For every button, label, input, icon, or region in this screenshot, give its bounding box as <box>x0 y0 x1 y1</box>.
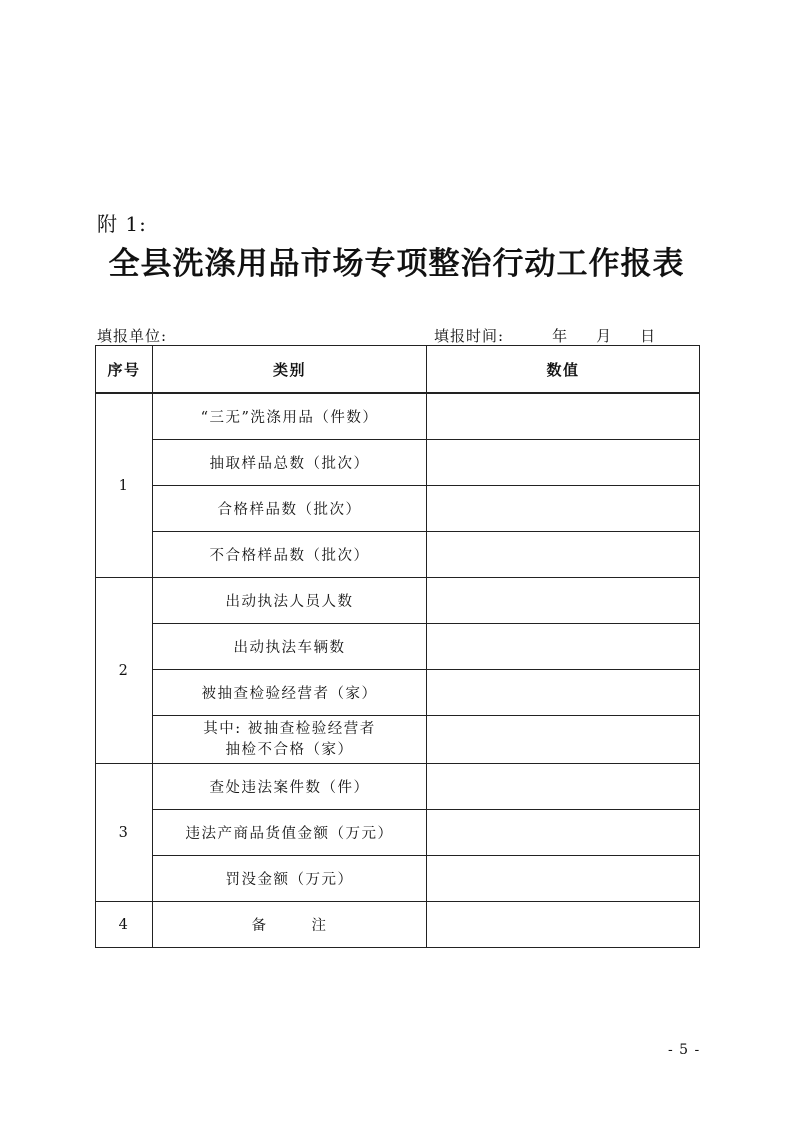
reporting-time <box>434 325 656 346</box>
seq-cell: 3 <box>96 764 153 902</box>
reporting-time-label: 填报时间: <box>434 327 505 345</box>
report-table <box>95 345 700 948</box>
category-cell: “三无”洗涤用品（件数） <box>153 393 427 440</box>
header-seq: 序号 <box>96 346 153 394</box>
seq-cell: 4 <box>96 902 153 948</box>
value-cell[interactable] <box>427 810 700 856</box>
header-value: 数值 <box>427 346 700 394</box>
remark-value-cell[interactable] <box>427 902 700 948</box>
value-cell[interactable] <box>427 532 700 578</box>
reporting-unit-label: 填报单位: <box>97 327 168 345</box>
table-row <box>96 764 700 810</box>
day-label: 日 <box>640 327 657 345</box>
table-row <box>96 532 700 578</box>
value-cell[interactable] <box>427 670 700 716</box>
value-cell[interactable] <box>427 578 700 624</box>
table-row <box>96 624 700 670</box>
category-cell: 违法产商品货值金额（万元） <box>153 810 427 856</box>
year-label: 年 <box>552 327 569 345</box>
table-row <box>96 440 700 486</box>
remark-label-left: 备 <box>251 918 268 934</box>
category-cell: 查处违法案件数（件） <box>153 764 427 810</box>
value-cell[interactable] <box>427 856 700 902</box>
table-row <box>96 578 700 624</box>
remark-cell <box>153 902 427 948</box>
attachment-label: 附 1: <box>97 212 147 236</box>
table-row <box>96 716 700 764</box>
value-cell[interactable] <box>427 764 700 810</box>
value-cell[interactable] <box>427 486 700 532</box>
category-cell: 罚没金额（万元） <box>153 856 427 902</box>
table-row <box>96 393 700 440</box>
value-cell[interactable] <box>427 624 700 670</box>
category-cell: 出动执法车辆数 <box>153 624 427 670</box>
category-cell: 不合格样品数（批次） <box>153 532 427 578</box>
table-row <box>96 902 700 948</box>
category-line-2: 抽检不合格（家） <box>225 741 354 758</box>
table-header-row <box>96 346 700 394</box>
page-number: - 5 - <box>668 1042 701 1058</box>
category-cell: 抽取样品总数（批次） <box>153 440 427 486</box>
category-cell-multiline <box>153 716 427 764</box>
header-category: 类别 <box>153 346 427 394</box>
page-title: 全县洗涤用品市场专项整治行动工作报表 <box>108 246 685 282</box>
seq-cell: 2 <box>96 578 153 764</box>
category-cell: 出动执法人员人数 <box>153 578 427 624</box>
value-cell[interactable] <box>427 393 700 440</box>
value-cell[interactable] <box>427 440 700 486</box>
value-cell[interactable] <box>427 716 700 764</box>
remark-label-right: 注 <box>311 918 328 934</box>
table-row <box>96 486 700 532</box>
seq-cell: 1 <box>96 393 153 578</box>
category-cell: 合格样品数（批次） <box>153 486 427 532</box>
category-line-1: 其中: 被抽查检验经营者 <box>203 720 376 737</box>
table-row <box>96 856 700 902</box>
month-label: 月 <box>596 327 613 345</box>
category-cell: 被抽查检验经营者（家） <box>153 670 427 716</box>
table-row <box>96 810 700 856</box>
table-row <box>96 670 700 716</box>
